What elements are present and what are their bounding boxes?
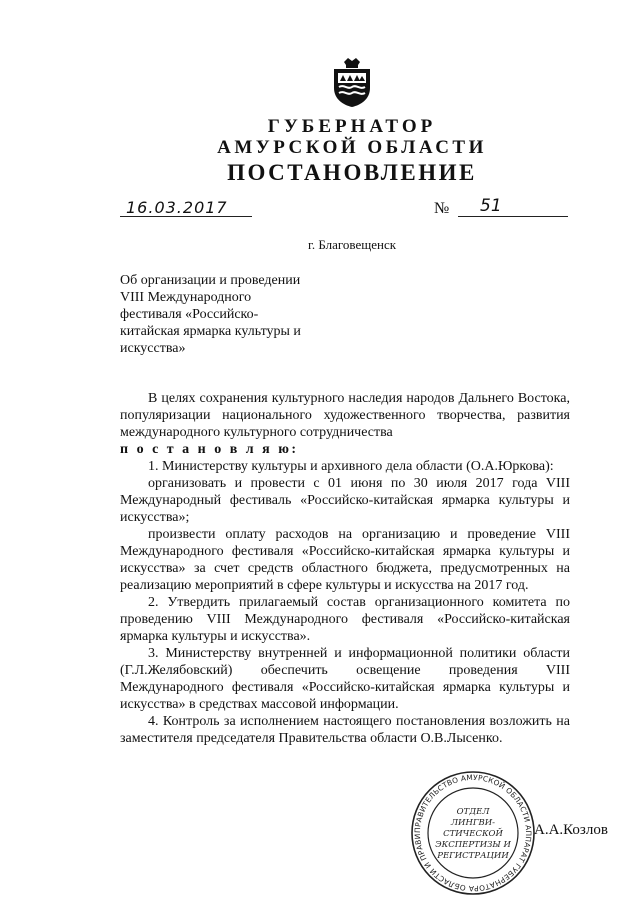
subject-line: фестиваля «Российско-	[120, 307, 259, 322]
resolve-word: п о с т а н о в л я ю:	[120, 442, 299, 457]
stamp-line: СТИЧЕСКОЙ	[443, 829, 503, 839]
subject-line: Об организации и проведении	[120, 273, 301, 288]
stamp-line: ОТДЕЛ	[456, 807, 490, 817]
header-region: АМУРСКОЙ ОБЛАСТИ	[217, 137, 487, 158]
signer-name: А.А.Козлов	[534, 822, 608, 838]
stamp-line: РЕГИСТРАЦИИ	[437, 851, 509, 861]
number-label: №	[434, 200, 450, 217]
item-1-b: произвести оплату расходов на организацию и проведение VIII Международного фестиваля «Российско-китайская ярмарка культуры и искусства» за счет средств областного бюджета, предусмотренных на реализацию мероприятий в сфере культуры и искусства на 2017 год.	[120, 527, 570, 593]
registration-stamp	[410, 770, 536, 896]
preamble: В целях сохранения культурного наследия народов Дальнего Востока, популяризации национального художественного творчества, развития международного культурного сотрудничества	[120, 391, 570, 440]
stamp-line: ЭКСПЕРТИЗЫ И	[435, 840, 511, 850]
number-underline	[458, 216, 568, 217]
document-body	[120, 390, 570, 747]
item-1-heading: 1. Министерству культуры и архивного дела области (О.А.Юркова):	[148, 459, 554, 474]
date-underline	[120, 216, 252, 217]
stamp-line: ЛИНГВИ-	[450, 818, 496, 828]
subject-line: VIII Международного	[120, 290, 252, 305]
document-number: 51	[480, 196, 502, 216]
item-4: 4. Контроль за исполнением настоящего постановления возложить на заместителя председателя Правительства области О.В.Лысенко.	[120, 714, 570, 746]
item-3: 3. Министерству внутренней и информационной политики области (Г.Л.Желябовский) обеспечить освещение проведения VIII Международного фестиваля «Российско-китайская ярмарка культуры и искусства» в средствах массовой информации.	[120, 646, 570, 712]
subject-line: китайская ярмарка культуры и	[120, 324, 301, 339]
subject-line: искусства»	[120, 341, 186, 356]
coat-of-arms-icon	[330, 56, 374, 108]
header-governor: ГУБЕРНАТОР	[267, 116, 437, 137]
document-type: ПОСТАНОВЛЕНИЕ	[227, 160, 477, 185]
item-1-a: организовать и провести с 01 июня по 30 июля 2017 года VIII Международный фестиваль «Российско-китайская ярмарка культуры и искусства»;	[120, 476, 570, 525]
document-subject	[120, 272, 320, 357]
stamp-outer-text: ПРАВИТЕЛЬСТВО АМУРСКОЙ ОБЛАСТИ АППАРАТ ГУБЕРНАТОРА ОБЛАСТИ И ПРАВИ	[412, 772, 534, 894]
document-date: 16.03.2017	[126, 198, 228, 217]
item-2: 2. Утвердить прилагаемый состав организационного комитета по проведению VIII Международного фестиваля «Российско-китайская ярмарка культуры и искусства».	[120, 595, 570, 644]
city: г. Благовещенск	[307, 237, 397, 252]
